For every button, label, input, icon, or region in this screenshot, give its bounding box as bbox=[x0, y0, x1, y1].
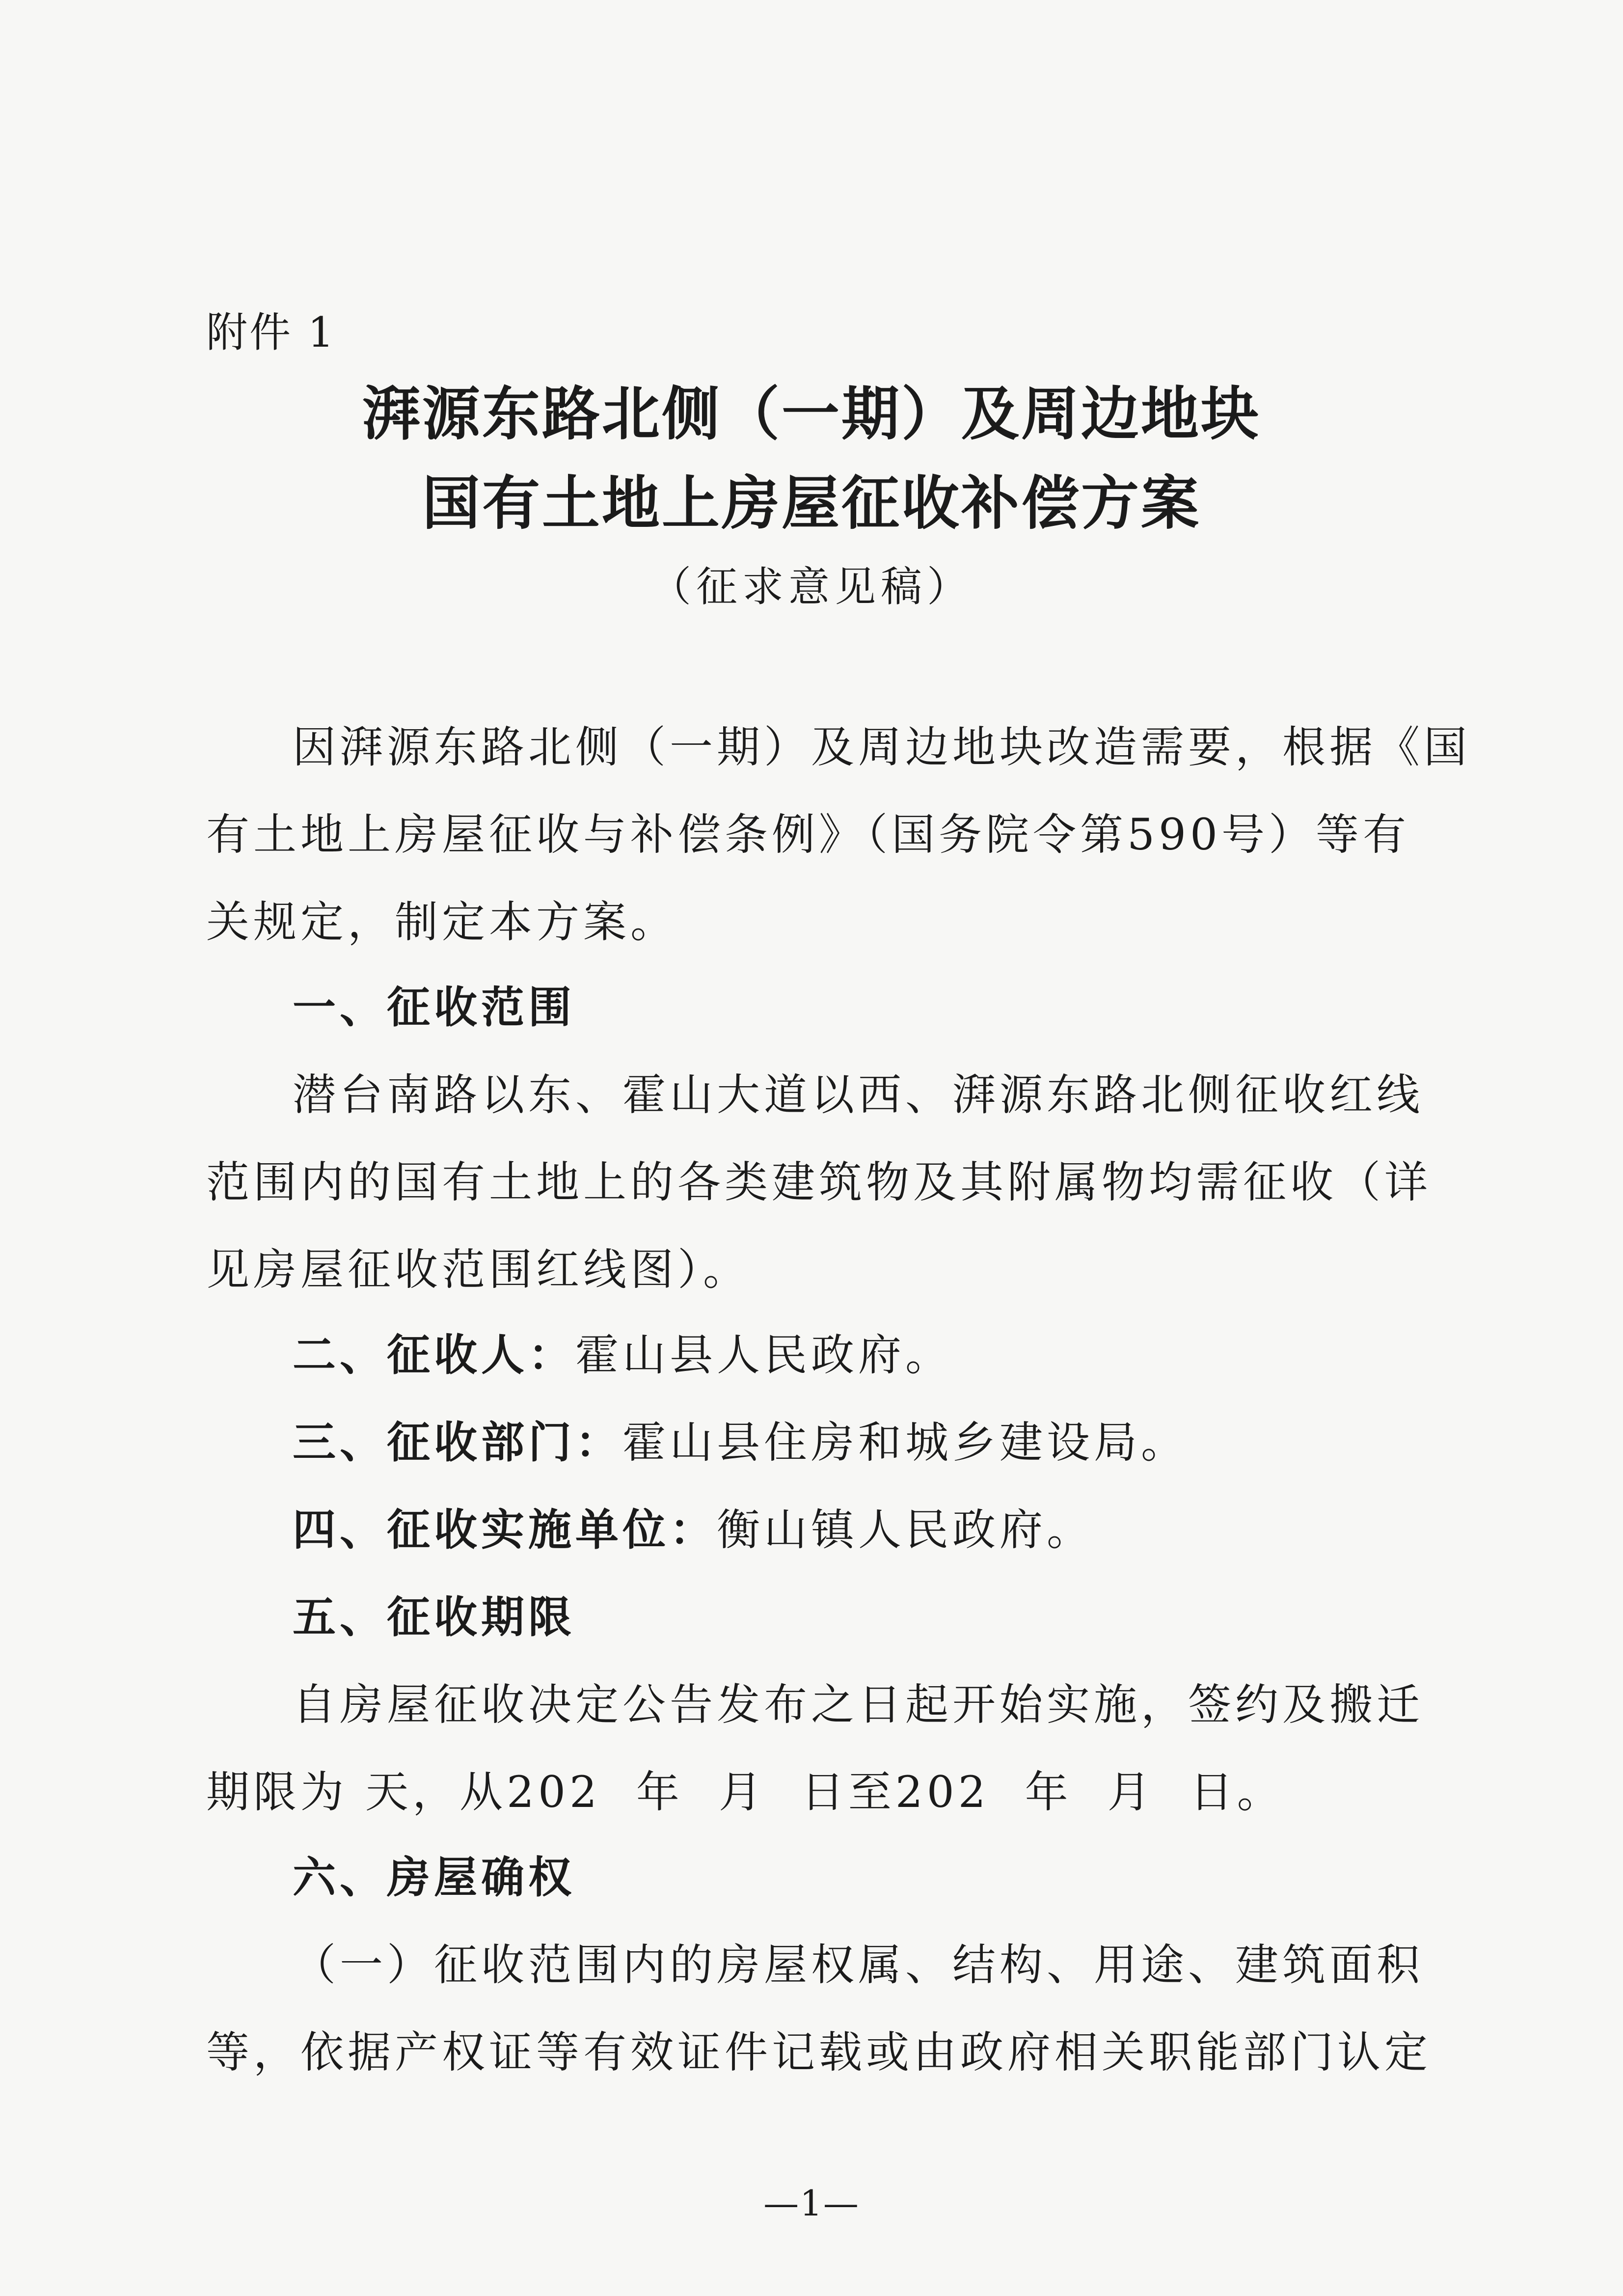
section-4-heading: 四、征收实施单位： bbox=[293, 1504, 717, 1555]
section-4 bbox=[206, 1504, 1409, 1555]
section-5-line-1: 自房屋征收决定公告发布之日起开始实施，签约及搬迁 bbox=[293, 1679, 1424, 1730]
section-3-heading: 三、征收部门： bbox=[293, 1417, 623, 1468]
intro-line-3: 关规定，制定本方案。 bbox=[206, 897, 678, 947]
section-1-line-2: 范围内的国有土地上的各类建筑物及其附属物均需征收（详 bbox=[206, 1157, 1432, 1207]
section-5-heading: 五、征收期限 bbox=[293, 1592, 576, 1642]
section-3-text: 霍山县住房和城乡建设局。 bbox=[622, 1417, 1189, 1468]
intro-line-2: 有土地上房屋征收与补偿条例》（国务院令第590号）等有 bbox=[206, 809, 1410, 860]
section-6-line-1: （一）征收范围内的房屋权属、结构、用途、建筑面积 bbox=[293, 1940, 1424, 1990]
attachment-label: 附件 1 bbox=[206, 308, 336, 356]
section-2 bbox=[206, 1330, 1409, 1380]
page-number: —1— bbox=[763, 2183, 860, 2224]
section-6-heading: 六、房屋确权 bbox=[293, 1852, 576, 1903]
section-2-heading: 二、征收人： bbox=[293, 1330, 576, 1380]
section-1-line-1: 潜台南路以东、霍山大道以西、湃源东路北侧征收红线 bbox=[293, 1069, 1424, 1120]
section-4-text: 衡山镇人民政府。 bbox=[717, 1504, 1094, 1555]
document-title-line-1: 湃源东路北侧（一期）及周边地块 bbox=[362, 380, 1261, 448]
document-subtitle: （征求意见稿） bbox=[649, 563, 973, 611]
section-1-heading: 一、征收范围 bbox=[293, 982, 576, 1033]
section-5-line-2: 期限为 天，从202 年 月 日至202 年 月 日。 bbox=[206, 1767, 1284, 1817]
section-1-line-3: 见房屋征收范围红线图）。 bbox=[206, 1244, 751, 1295]
intro-line-1: 因湃源东路北侧（一期）及周边地块改造需要，根据《国 bbox=[293, 722, 1471, 772]
document-title-line-2: 国有土地上房屋征收补偿方案 bbox=[422, 469, 1201, 537]
section-6-line-2: 等，依据产权证等有效证件记载或由政府相关职能部门认定 bbox=[206, 2027, 1432, 2077]
section-2-text: 霍山县人民政府。 bbox=[575, 1330, 953, 1380]
section-3 bbox=[206, 1417, 1409, 1468]
